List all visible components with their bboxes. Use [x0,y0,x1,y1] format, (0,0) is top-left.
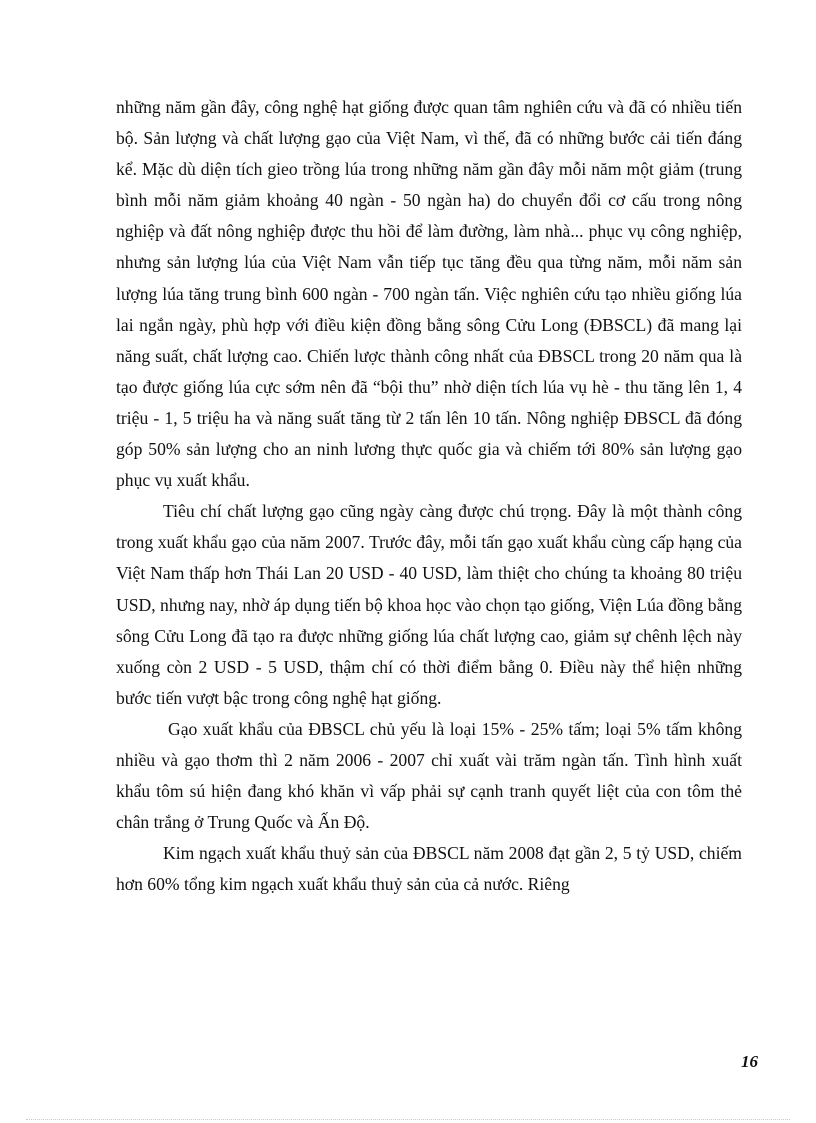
paragraph-seafood-export: Kim ngạch xuất khẩu thuỷ sản của ĐBSCL năm 2008 đạt gần 2, 5 tỷ USD, chiếm hơn 60% tổng kim ngạch xuất khẩu thuỷ sản của cả nước. Riêng [116,843,742,895]
footer-divider [26,1119,790,1120]
paragraph-rice-quality-criteria: Tiêu chí chất lượng gạo cũng ngày càng được chú trọng. Đây là một thành công trong xuất khẩu gạo của năm 2007. Trước đây, mỗi tấn gạo xuất khẩu cùng cấp hạng của Việt Nam thấp hơn Thái Lan 20 USD - 40 USD, làm thiệt cho chúng ta khoảng 80 triệu USD, nhưng nay, nhờ áp dụng tiến bộ khoa học vào chọn tạo giống, Viện Lúa đồng bằng sông Cửu Long đã tạo ra được những giống lúa chất lượng cao, giảm sự chênh lệch này xuống còn 2 USD - 5 USD, thậm chí có thời điểm bằng 0. Điều này thể hiện những bước tiến vượt bậc trong công nghệ hạt giống. [116,501,742,708]
body-text [116,92,742,900]
paragraph-export-rice-types: Gạo xuất khẩu của ĐBSCL chủ yếu là loại 15% - 25% tấm; loại 5% tấm không nhiều và gạo thơm thì 2 năm 2006 - 2007 chỉ xuất vài trăm ngàn tấn. Tình hình xuất khẩu tôm sú hiện đang khó khăn vì vấp phải sự cạnh tranh quyết liệt của con tôm thẻ chân trắng ở Trung Quốc và Ấn Độ. [116,718,742,833]
page-number: 16 [741,1052,758,1071]
paragraph-rice-seed-technology: những năm gần đây, công nghệ hạt giống được quan tâm nghiên cứu và đã có nhiều tiến bộ. Sản lượng và chất lượng gạo của Việt Nam, vì thế, đã có những bước cải tiến đáng kể. Mặc dù diện tích gieo trồng lúa trong những năm gần đây mỗi năm một giảm (trung bình mỗi năm giảm khoảng 40 ngàn - 50 ngàn ha) do chuyển đổi cơ cấu trong nông nghiệp và đất nông nghiệp được thu hồi để làm đường, làm nhà... phục vụ công nghiệp, nhưng sản lượng lúa của Việt Nam vẫn tiếp tục tăng đều qua từng năm, mỗi năm sản lượng lúa tăng trung bình 600 ngàn - 700 ngàn tấn. Việc nghiên cứu tạo nhiều giống lúa lai ngắn ngày, phù hợp với điều kiện đồng bằng sông Cửu Long (ĐBSCL) đã mang lại năng suất, chất lượng cao. Chiến lược thành công nhất của ĐBSCL trong 20 năm qua là tạo được giống lúa cực sớm nên đã “bội thu” nhờ diện tích lúa vụ hè - thu tăng lên 1, 4 triệu - 1, 5 triệu ha và năng suất tăng từ 2 tấn lên 10 tấn. Nông nghiệp ĐBSCL đã đóng góp 50% sản lượng cho an ninh lương thực quốc gia và chiếm tới 80% sản lượng gạo phục vụ xuất khẩu. [116,97,742,491]
